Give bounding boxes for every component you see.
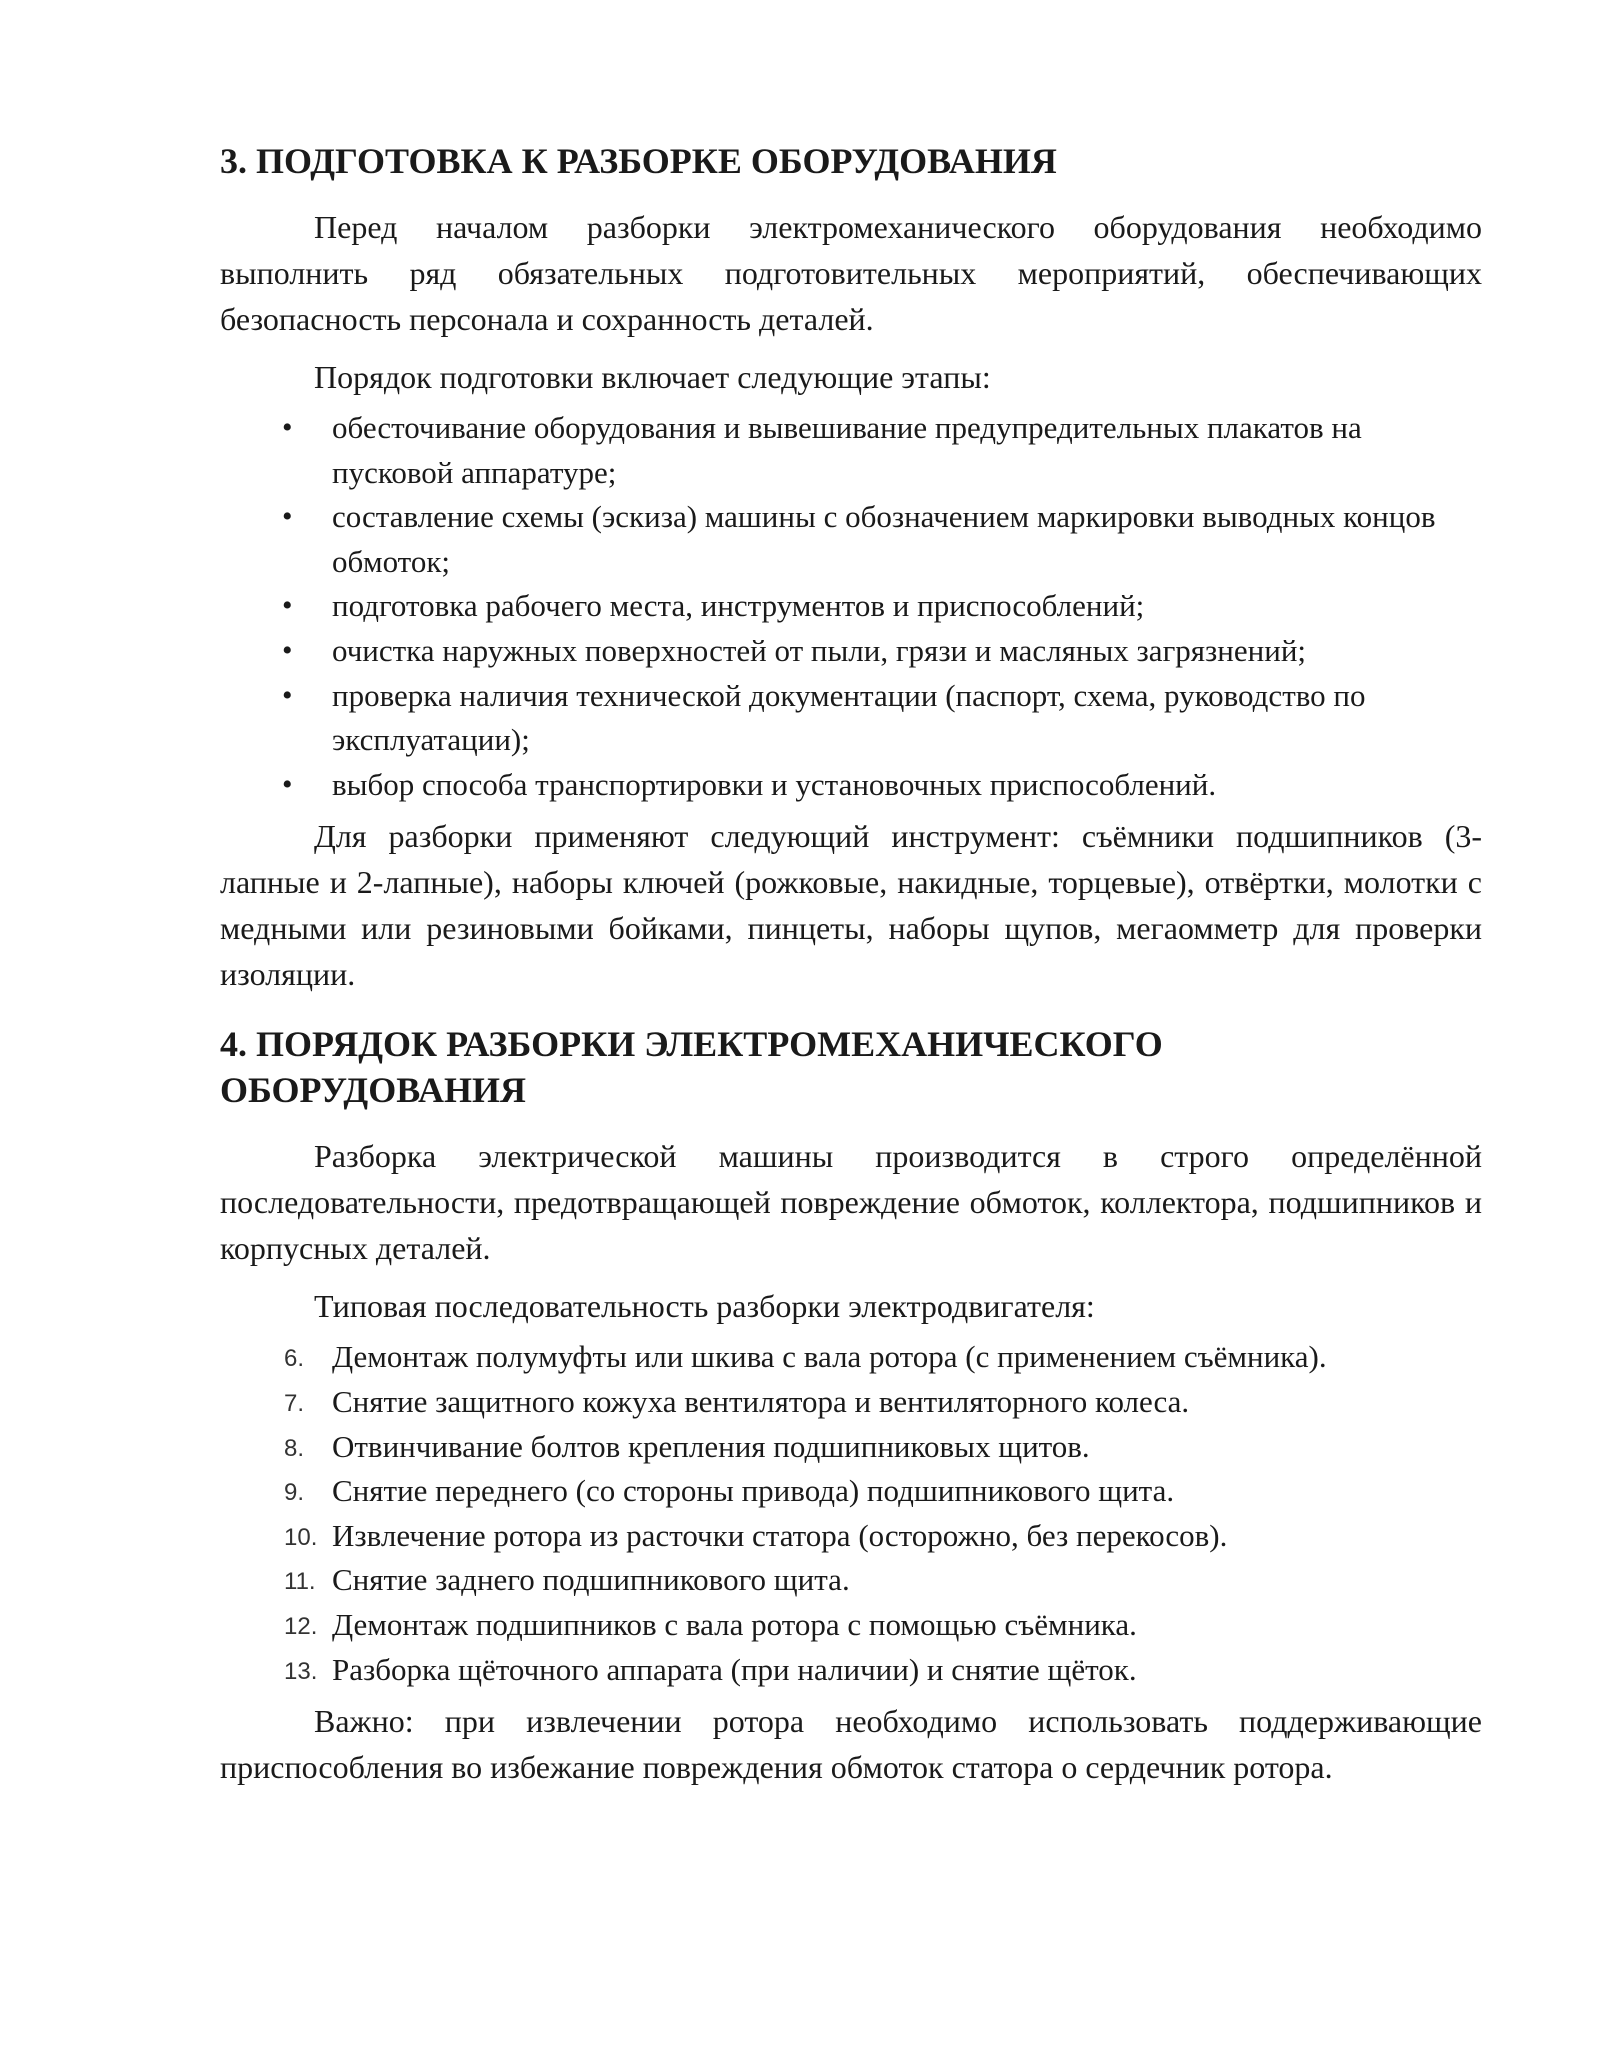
list-item-text: Снятие переднего (со стороны привода) подшипникового щита.: [332, 1473, 1175, 1509]
list-item-number: 6.: [284, 1345, 305, 1373]
list-item-text: Снятие защитного кожуха вентилятора и вентиляторного колеса.: [332, 1383, 1190, 1419]
list-item: [220, 495, 1482, 584]
list-item: [220, 674, 1482, 763]
list-item-number: 11.: [284, 1568, 316, 1596]
list-item: [220, 1558, 1482, 1603]
list-item-text: Демонтаж подшипников с вала ротора с помощью съёмника.: [332, 1606, 1137, 1642]
list-item-text: выбор способа транспортировки и установочных приспособлений.: [332, 766, 1217, 802]
section-4-heading: [220, 1021, 1482, 1113]
list-item-text: Извлечение ротора из расточки статора (осторожно, без перекосов).: [332, 1517, 1228, 1553]
list-item: [220, 584, 1482, 629]
list-item-text: очистка наружных поверхностей от пыли, грязи и масляных загрязнений;: [332, 632, 1307, 668]
bullet-icon: •: [282, 589, 293, 623]
section-3-list-intro: Порядок подготовки включает следующие этапы:: [314, 359, 991, 395]
list-item-number: 8.: [284, 1434, 305, 1462]
bullet-icon: •: [282, 767, 293, 801]
list-item-text: обесточивание оборудования и вывешивание предупредительных плакатов на пусковой аппаратуре;: [332, 410, 1362, 490]
section-4-list-intro: Типовая последовательность разборки электродвигателя:: [314, 1288, 1095, 1325]
list-item-number: 13.: [284, 1657, 318, 1685]
document-page: [220, 138, 1482, 1790]
list-item-text: Отвинчивание болтов крепления подшипниковых щитов.: [332, 1428, 1090, 1464]
list-item: [220, 1425, 1482, 1470]
section-3-tools-paragraph: Для разборки применяют следующий инструмент: съёмники подшипников (3-лапные и 2-лапные), наборы ключей (рожковые, накидные, торцевые), отвёртки, молотки с медными или резиновыми бойками, пинцеты, наборы щупов, мегаомметр для проверки изоляции.: [220, 818, 1482, 993]
list-item: [220, 1335, 1482, 1380]
list-item: [220, 1380, 1482, 1425]
section-3-intro-paragraph: Перед началом разборки электромеханического оборудования необходимо выполнить ряд обязательных подготовительных мероприятий, обеспечивающих безопасность персонала и сохранность деталей.: [220, 209, 1482, 337]
list-item: [220, 1603, 1482, 1648]
bullet-icon: •: [282, 411, 293, 444]
section-4-note-paragraph: Важно: при извлечении ротора необходимо использовать поддерживающие приспособления во избежание повреждения обмоток статора о сердечник ротора.: [220, 1703, 1482, 1786]
list-item-text: составление схемы (эскиза) машины с обозначением маркировки выводных концов обмоток;: [332, 499, 1436, 579]
list-item-text: Разборка щёточного аппарата (при наличии) и снятие щёток.: [332, 1651, 1137, 1687]
bullet-icon: •: [282, 633, 293, 667]
bullet-icon: •: [282, 500, 293, 534]
disassembly-steps-list: [220, 1335, 1482, 1692]
list-item: [220, 763, 1482, 808]
list-item: [220, 1469, 1482, 1514]
section-3-heading: 3. ПОДГОТОВКА К РАЗБОРКЕ ОБОРУДОВАНИЯ: [220, 141, 1057, 181]
list-item: [220, 406, 1482, 495]
preparation-steps-list: [220, 406, 1482, 807]
list-item: [220, 1514, 1482, 1559]
list-item: [220, 1648, 1482, 1693]
list-item-number: 12.: [284, 1612, 318, 1640]
list-item-text: проверка наличия технической документации (паспорт, схема, руководство по эксплуатации);: [332, 677, 1366, 758]
list-item-text: подготовка рабочего места, инструментов и приспособлений;: [332, 588, 1145, 624]
list-item-number: 10.: [284, 1523, 318, 1551]
section-4-intro-paragraph: Разборка электрической машины производится в строго определённой последовательности, предотвращающей повреждение обмоток, коллектора, подшипников и корпусных деталей.: [220, 1138, 1482, 1267]
list-item-number: 9.: [284, 1479, 305, 1507]
section-4-heading-line-2: ОБОРУДОВАНИЯ: [220, 1070, 526, 1111]
list-item-text: Снятие заднего подшипникового щита.: [332, 1562, 850, 1598]
bullet-icon: •: [282, 678, 293, 712]
list-item-number: 7.: [284, 1389, 305, 1417]
section-4-heading-line-1: 4. ПОРЯДОК РАЗБОРКИ ЭЛЕКТРОМЕХАНИЧЕСКОГО: [220, 1024, 1163, 1065]
list-item: [220, 629, 1482, 674]
list-item-text: Демонтаж полумуфты или шкива с вала ротора (с применением съёмника).: [332, 1339, 1327, 1375]
